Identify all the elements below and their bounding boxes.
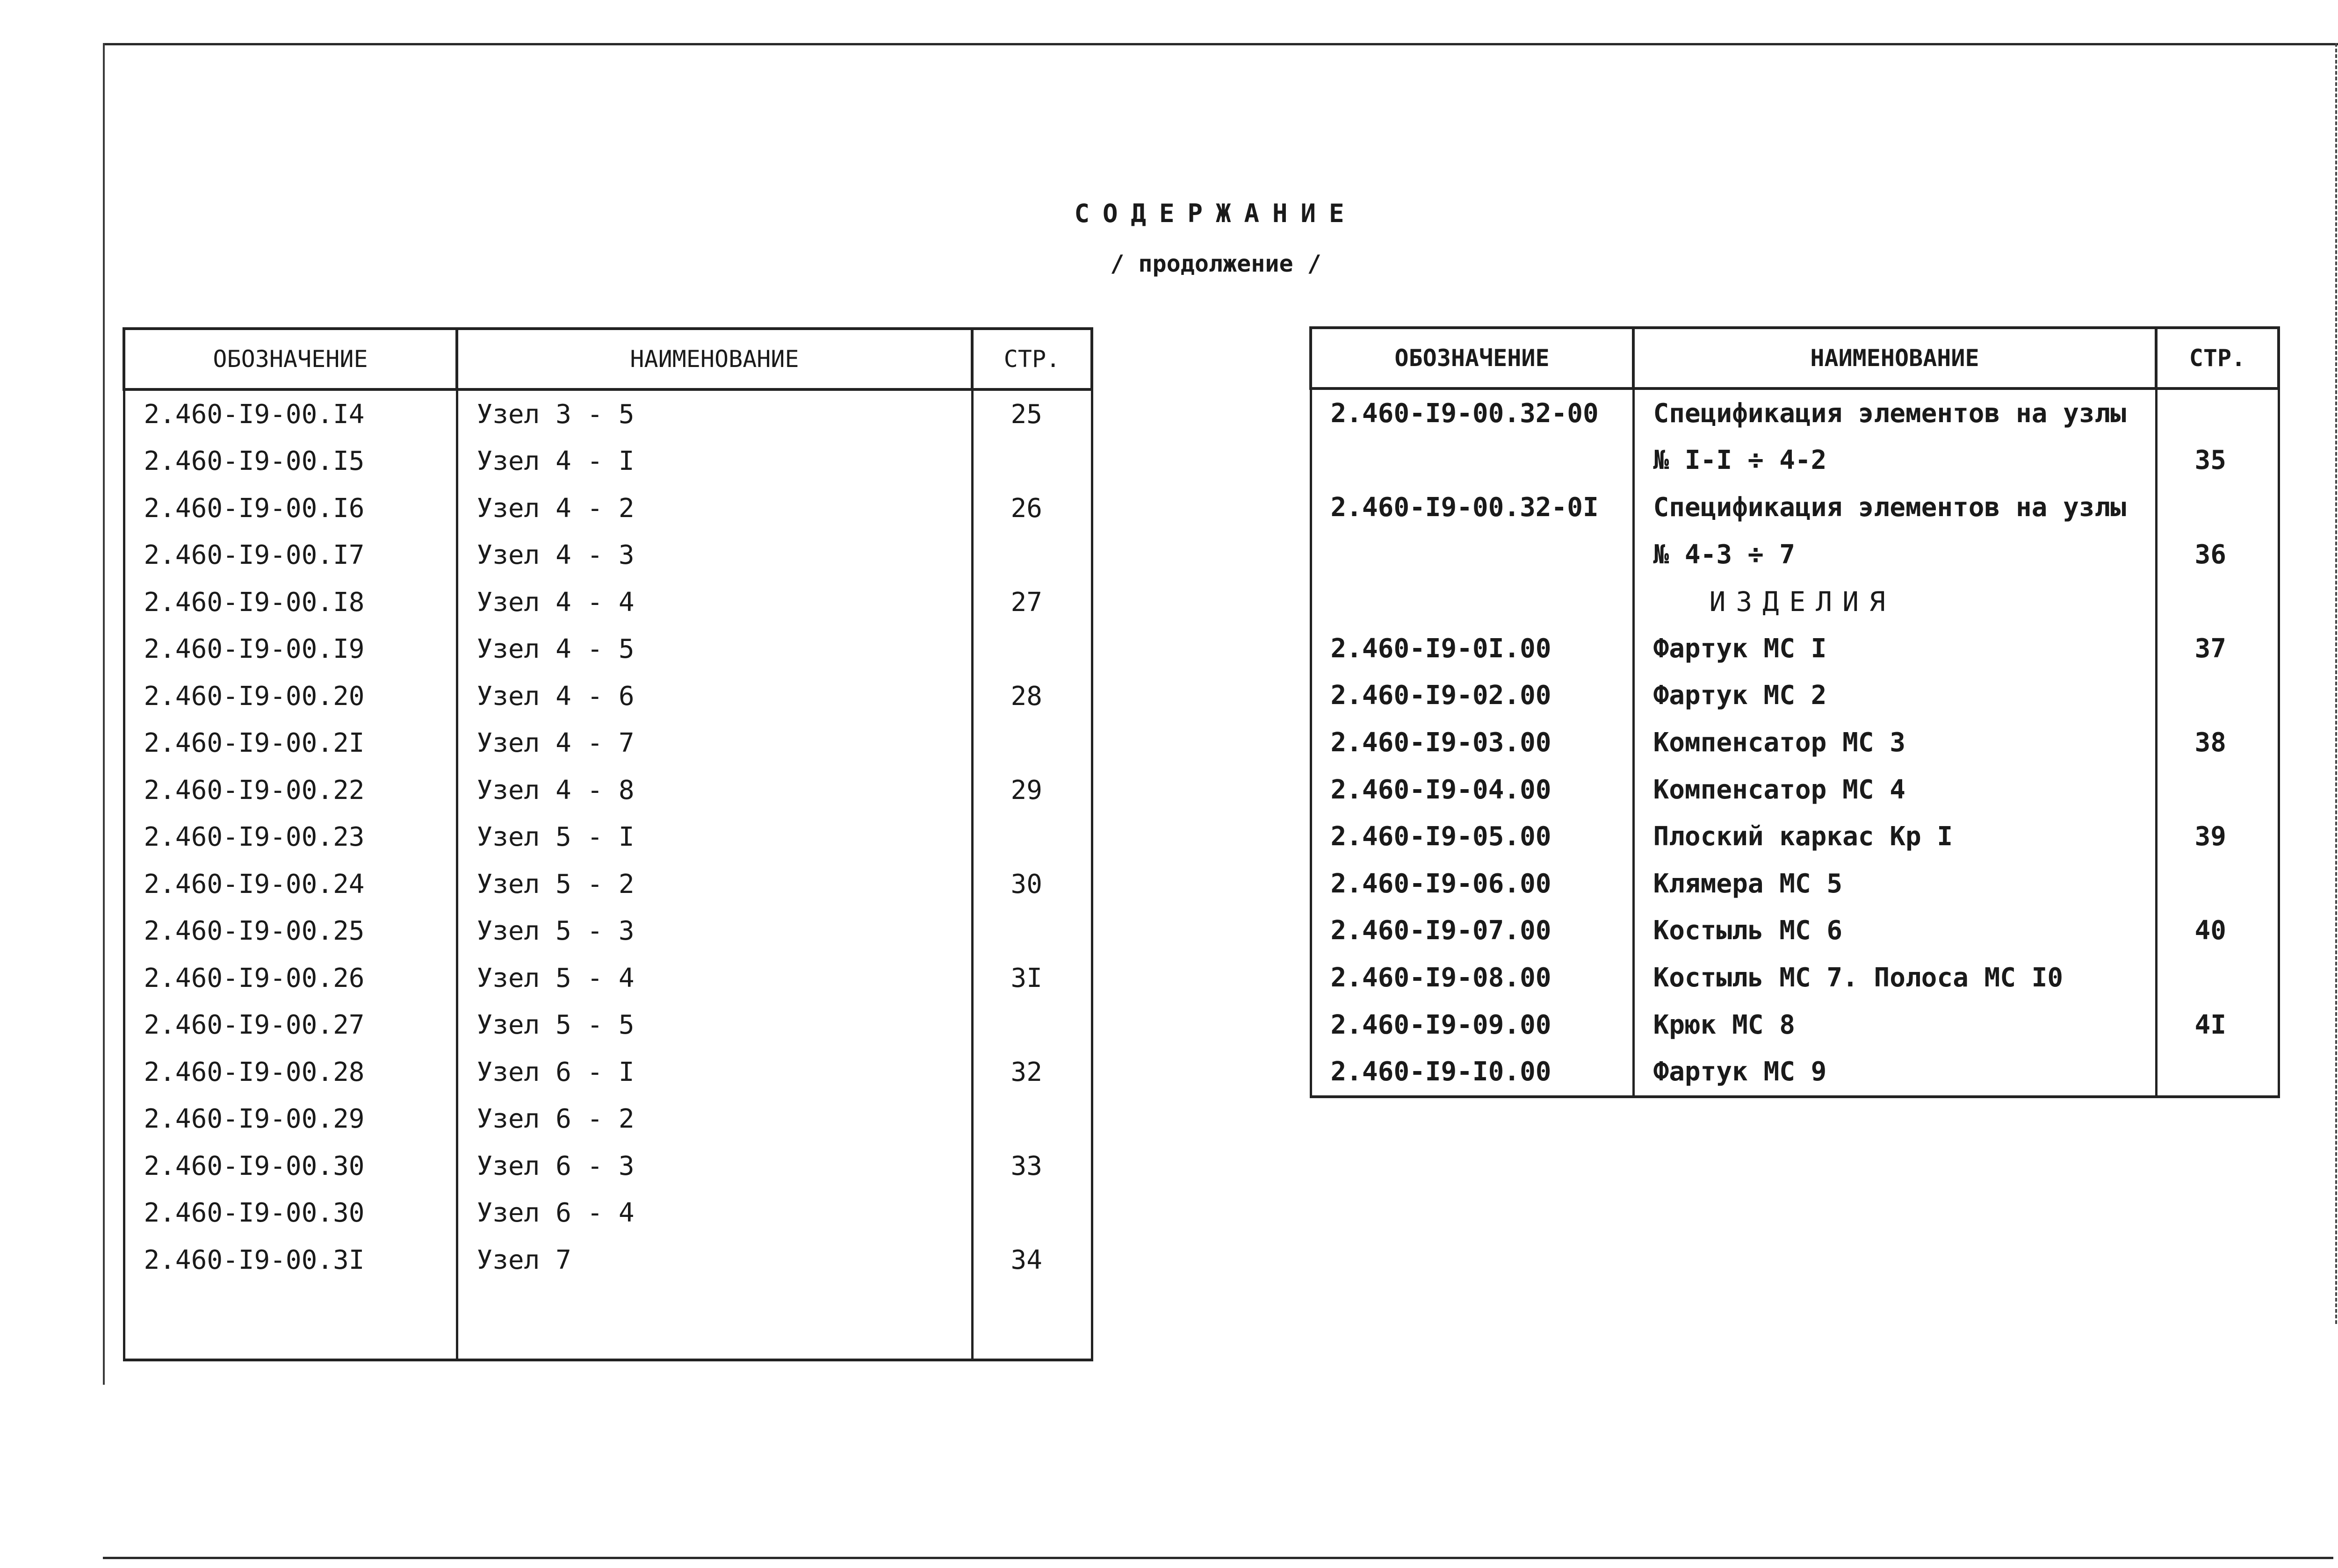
cell-designation: 2.460-I9-00.20 — [124, 673, 457, 720]
cell-name: Узел 7 — [457, 1237, 972, 1284]
table-row — [124, 908, 1092, 955]
cell-designation: 2.460-I9-02.00 — [1311, 672, 1633, 719]
cell-designation: 2.460-I9-00.27 — [124, 1002, 457, 1049]
table-row-empty — [124, 1284, 1092, 1360]
cell-page — [2156, 578, 2279, 625]
cell-designation: 2.460-I9-00.28 — [124, 1049, 457, 1096]
cell-designation: 2.460-I9-03.00 — [1311, 719, 1633, 766]
table-row — [1311, 484, 2279, 531]
cell-designation: 2.460-I9-00.I7 — [124, 532, 457, 579]
cell-designation: 2.460-I9-00.I5 — [124, 438, 457, 485]
cell-page: 34 — [972, 1237, 1092, 1284]
contents-table-right — [1309, 326, 2280, 1098]
table-row — [1311, 388, 2279, 437]
cell-name: Узел 5 - 3 — [457, 908, 972, 955]
cell-page: 28 — [972, 673, 1092, 720]
table-row — [124, 814, 1092, 861]
table-row — [124, 1143, 1092, 1190]
cell-page — [2156, 860, 2279, 907]
cell-page: 30 — [972, 861, 1092, 908]
table-row — [1311, 907, 2279, 955]
cell-page: 38 — [2156, 719, 2279, 766]
cell-page: 35 — [2156, 437, 2279, 484]
cell-page — [972, 1096, 1092, 1143]
column-header-page: СТР. — [2156, 328, 2279, 388]
cell-name: Компенсатор МС 4 — [1633, 766, 2156, 813]
cell-page — [972, 626, 1092, 673]
table-row — [1311, 954, 2279, 1001]
table-row — [124, 438, 1092, 485]
cell-designation: 2.460-I9-I0.00 — [1311, 1048, 1633, 1097]
table-row — [1311, 437, 2279, 484]
cell-designation: 2.460-I9-00.29 — [124, 1096, 457, 1143]
table-row — [1311, 719, 2279, 766]
cell-name: Узел 5 - 2 — [457, 861, 972, 908]
table-row — [124, 1049, 1092, 1096]
table-row — [1311, 1001, 2279, 1049]
table-row — [124, 861, 1092, 908]
cell-designation: 2.460-I9-00.2I — [124, 720, 457, 767]
cell-designation — [1311, 531, 1633, 578]
cell-name: Костыль МС 7. Полоса МС I0 — [1633, 954, 2156, 1001]
cell-designation: 2.460-I9-0I.00 — [1311, 625, 1633, 672]
cell-page: 37 — [2156, 625, 2279, 672]
cell-page — [972, 1002, 1092, 1049]
cell-designation: 2.460-I9-00.30 — [124, 1143, 457, 1190]
cell-page: 29 — [972, 767, 1092, 814]
cell-page: 36 — [2156, 531, 2279, 578]
cell-designation: 2.460-I9-09.00 — [1311, 1001, 1633, 1049]
cell-designation: 2.460-I9-00.30 — [124, 1190, 457, 1237]
cell-page: 25 — [972, 389, 1092, 438]
cell-designation: 2.460-I9-00.32-0I — [1311, 484, 1633, 531]
cell-name: Спецификация элементов на узлы — [1633, 388, 2156, 437]
cell-page: 33 — [972, 1143, 1092, 1190]
cell-name: Узел 4 - 8 — [457, 767, 972, 814]
table-header-row — [124, 329, 1092, 389]
table-row — [124, 1096, 1092, 1143]
table-row — [124, 1002, 1092, 1049]
cell-designation: 2.460-I9-00.23 — [124, 814, 457, 861]
table-row — [1311, 531, 2279, 578]
cell-designation: 2.460-I9-05.00 — [1311, 813, 1633, 860]
cell-name: Клямера МС 5 — [1633, 860, 2156, 907]
cell-page — [2156, 766, 2279, 813]
cell-designation: 2.460-I9-00.I4 — [124, 389, 457, 438]
column-header-designation: ОБОЗНАЧЕНИЕ — [124, 329, 457, 389]
cell-name: Узел 5 - I — [457, 814, 972, 861]
cell-designation — [1311, 437, 1633, 484]
cell-page: 4I — [2156, 1001, 2279, 1049]
cell-name: Компенсатор МС 3 — [1633, 719, 2156, 766]
cell-designation — [1311, 578, 1633, 625]
cell-name: Узел 4 - 6 — [457, 673, 972, 720]
cell-name: Узел 5 - 5 — [457, 1002, 972, 1049]
table-row — [1311, 672, 2279, 719]
cell-name: Крюк МС 8 — [1633, 1001, 2156, 1049]
frame-left-line — [103, 43, 105, 1385]
cell-designation: 2.460-I9-00.3I — [124, 1237, 457, 1284]
cell-name: № 4-3 ÷ 7 — [1633, 531, 2156, 578]
cell-page — [972, 532, 1092, 579]
table-row — [124, 767, 1092, 814]
table-row — [124, 1190, 1092, 1237]
cell-page — [2156, 1048, 2279, 1097]
table-row — [124, 673, 1092, 720]
cell-page: 26 — [972, 485, 1092, 532]
cell-name: Фартук МС 9 — [1633, 1048, 2156, 1097]
table-row — [1311, 860, 2279, 907]
table-row — [124, 532, 1092, 579]
cell-name: Узел 4 - I — [457, 438, 972, 485]
section-heading: ИЗДЕЛИЯ — [1633, 578, 2156, 625]
cell-designation: 2.460-I9-00.32-00 — [1311, 388, 1633, 437]
frame-bottom-line — [103, 1557, 2333, 1559]
page-title: СОДЕРЖАНИЕ — [1074, 199, 1357, 228]
cell-designation: 2.460-I9-00.26 — [124, 955, 457, 1002]
cell-designation: 2.460-I9-00.22 — [124, 767, 457, 814]
cell-name: Плоский каркас Кр I — [1633, 813, 2156, 860]
cell-page — [2156, 672, 2279, 719]
column-header-name: НАИМЕНОВАНИЕ — [457, 329, 972, 389]
cell-page: 3I — [972, 955, 1092, 1002]
table-row — [124, 579, 1092, 626]
cell-name: Узел 5 - 4 — [457, 955, 972, 1002]
cell-name: Фартук МС 2 — [1633, 672, 2156, 719]
frame-top-line — [103, 43, 2338, 45]
table-row — [124, 626, 1092, 673]
table-row — [124, 485, 1092, 532]
cell-designation: 2.460-I9-07.00 — [1311, 907, 1633, 955]
cell-name: Узел 4 - 4 — [457, 579, 972, 626]
cell-name: Узел 6 - 2 — [457, 1096, 972, 1143]
cell-name: Узел 6 - I — [457, 1049, 972, 1096]
table-row — [124, 955, 1092, 1002]
table-row — [1311, 625, 2279, 672]
table-header-row — [1311, 328, 2279, 388]
cell-designation: 2.460-I9-04.00 — [1311, 766, 1633, 813]
cell-name: Узел 4 - 5 — [457, 626, 972, 673]
cell-designation: 2.460-I9-00.25 — [124, 908, 457, 955]
table-row — [124, 389, 1092, 438]
cell-name: Спецификация элементов на узлы — [1633, 484, 2156, 531]
column-header-page: СТР. — [972, 329, 1092, 389]
cell-name: Узел 4 - 2 — [457, 485, 972, 532]
cell-page — [2156, 484, 2279, 531]
table-row — [1311, 813, 2279, 860]
cell-page: 32 — [972, 1049, 1092, 1096]
contents-table-left — [123, 327, 1093, 1361]
cell-page: 27 — [972, 579, 1092, 626]
cell-name: Узел 3 - 5 — [457, 389, 972, 438]
cell-designation: 2.460-I9-00.I8 — [124, 579, 457, 626]
cell-page — [2156, 388, 2279, 437]
cell-page — [972, 438, 1092, 485]
cell-name: № I-I ÷ 4-2 — [1633, 437, 2156, 484]
page-subtitle: / продолжение / — [1110, 250, 1321, 277]
cell-page — [972, 1190, 1092, 1237]
cell-name: Узел 4 - 3 — [457, 532, 972, 579]
cell-designation: 2.460-I9-06.00 — [1311, 860, 1633, 907]
cell-designation: 2.460-I9-00.I9 — [124, 626, 457, 673]
table-row — [1311, 1048, 2279, 1097]
cell-page — [2156, 954, 2279, 1001]
cell-page: 39 — [2156, 813, 2279, 860]
cell-designation: 2.460-I9-00.I6 — [124, 485, 457, 532]
cell-page — [972, 720, 1092, 767]
cell-designation: 2.460-I9-00.24 — [124, 861, 457, 908]
cell-name: Узел 6 - 4 — [457, 1190, 972, 1237]
cell-name: Костыль МС 6 — [1633, 907, 2156, 955]
table-row — [124, 720, 1092, 767]
table-row — [1311, 766, 2279, 813]
frame-right-line — [2335, 43, 2337, 1324]
table-row — [124, 1237, 1092, 1284]
section-heading-row — [1311, 578, 2279, 625]
cell-page: 40 — [2156, 907, 2279, 955]
cell-name: Узел 4 - 7 — [457, 720, 972, 767]
cell-page — [972, 814, 1092, 861]
cell-name: Фартук МС I — [1633, 625, 2156, 672]
cell-designation: 2.460-I9-08.00 — [1311, 954, 1633, 1001]
column-header-name: НАИМЕНОВАНИЕ — [1633, 328, 2156, 388]
cell-page — [972, 908, 1092, 955]
column-header-designation: ОБОЗНАЧЕНИЕ — [1311, 328, 1633, 388]
cell-name: Узел 6 - 3 — [457, 1143, 972, 1190]
